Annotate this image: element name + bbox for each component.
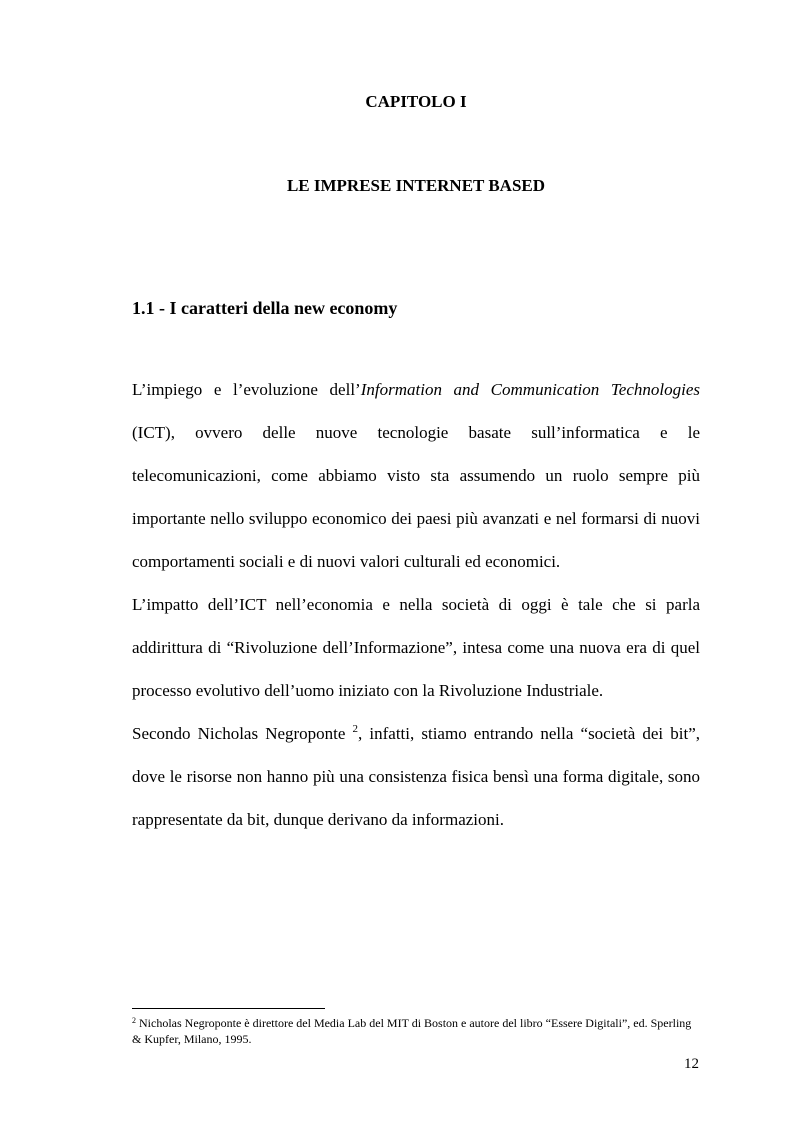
chapter-title: LE IMPRESE INTERNET BASED — [286, 176, 546, 195]
footnote-marker: 2 — [132, 1016, 136, 1025]
paragraph-1-start: L’impiego e l’evoluzione dell’ — [132, 380, 361, 399]
body-text — [132, 368, 700, 841]
footnote-reference[interactable]: 2 — [352, 723, 359, 735]
paragraph-3 — [132, 712, 700, 841]
paragraph-1-italic-term: Information and Communication Technologies — [360, 380, 700, 399]
footnote-text: Nicholas Negroponte è direttore del Media Lab del MIT di Boston e autore del libro “Essere Digitali”, ed. Sperling & Kupfer, Milano, 1995. — [132, 1016, 692, 1046]
footnote — [132, 1015, 700, 1047]
section-heading: 1.1 - I caratteri della new economy — [132, 298, 398, 318]
paragraph-2: L’impatto dell’ICT nell’economia e nella società di oggi è tale che si parla addirittura di “Rivoluzione dell’Informazione”, intesa come una nuova era di quel processo evolutivo dell’uomo iniziato con la Rivoluzione Industriale. — [132, 595, 700, 700]
chapter-label-text: CAPITOLO I — [365, 92, 467, 111]
paragraph-1 — [132, 368, 700, 583]
paragraph-3-end: , infatti, stiamo entrando nella “società dei bit”, dove le risorse non hanno più una consistenza fisica bensì una forma digitale, sono rappresentate da bit, dunque derivano da informazioni. — [132, 724, 700, 829]
chapter-label — [132, 92, 700, 112]
paragraph-3-start: Secondo Nicholas Negroponte — [132, 724, 353, 743]
paragraph-1-end: (ICT), ovvero delle nuove tecnologie basate sull’informatica e le telecomunicazioni, come abbiamo visto sta assumendo un ruolo sempre più importante nello sviluppo economico dei paesi più avanzati e nel formarsi di nuovi comportamenti sociali e di nuovi valori culturali ed economici. — [132, 423, 700, 571]
page-number: 12 — [684, 1056, 699, 1072]
footnote-divider — [132, 1008, 325, 1009]
